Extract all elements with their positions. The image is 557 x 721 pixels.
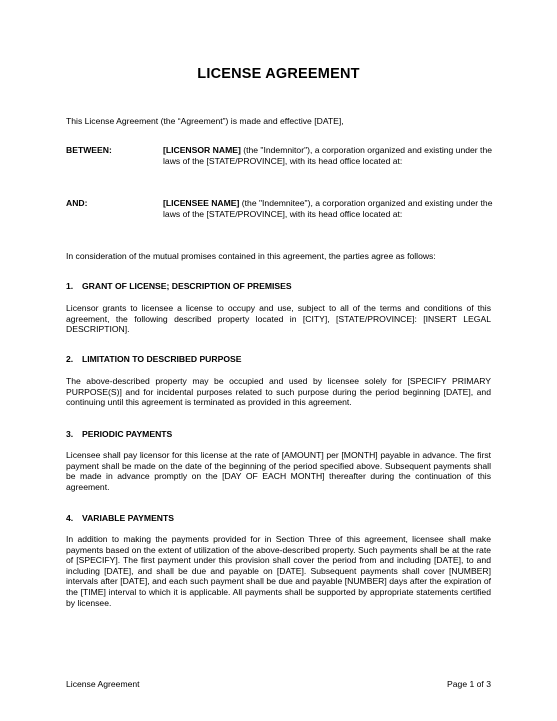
footer-title: License Agreement — [66, 679, 140, 689]
section-title: GRANT OF LICENSE; DESCRIPTION OF PREMISES — [82, 281, 292, 291]
page-number: Page 1 of 3 — [447, 679, 491, 689]
intro-paragraph: This License Agreement (the “Agreement”) is made and effective [DATE], — [66, 116, 344, 126]
section-number: 1. — [66, 281, 74, 291]
section-number: 4. — [66, 513, 74, 523]
section-body: Licensor grants to licensee a license to occupy and use, subject to all of the terms and conditions of this agreement, the following described property located in [CITY], [STATE/PROVINCE]: [INSERT LEGAL DESCRIPTION]. — [66, 303, 491, 335]
section-heading — [66, 429, 172, 440]
licensor-name: [LICENSOR NAME] — [163, 145, 241, 155]
consideration-paragraph: In consideration of the mutual promises contained in this agreement, the parties agree as follows: — [66, 251, 436, 261]
section-body: In addition to making the payments provided for in Section Three of this agreement, licensee shall make payments based on the extent of utilization of the above-described property. Such payments shall be at the rate of [SPECIFY]. The first payment under this provision shall cover the period from and including [DATE], to and including [DATE], and shall be due and payable on [DATE]. Subsequent payments shall cover [NUMBER] intervals after [DATE], and each such payment shall be due and payable [NUMBER] days after the expiration of the [TIME] interval to which it is applicable. All payments shall be supported by appropriate statements certified by licensee. — [66, 534, 491, 608]
section-heading — [66, 513, 174, 524]
licensee-name: [LICENSEE NAME] — [163, 198, 240, 208]
section-heading — [66, 281, 292, 292]
licensor-text: (the "Indemnitor"), a corporation organized and existing under the laws of the [STATE/PROVINCE], with its head office located at: — [163, 145, 492, 166]
section-heading — [66, 354, 241, 365]
section-title: VARIABLE PAYMENTS — [82, 513, 174, 523]
section-number: 2. — [66, 354, 74, 364]
and-label: AND: — [66, 198, 88, 208]
document-title: LICENSE AGREEMENT — [197, 66, 360, 82]
section-title: PERIODIC PAYMENTS — [82, 429, 173, 439]
between-label: BETWEEN: — [66, 145, 112, 155]
section-number: 3. — [66, 429, 74, 439]
licensor-block — [163, 145, 493, 166]
section-title: LIMITATION TO DESCRIBED PURPOSE — [82, 354, 242, 364]
section-body: The above-described property may be occupied and used by licensee solely for [SPECIFY PRIMARY PURPOSE(S)] and for incidental purposes related to such purpose during the period beginning [DATE], and continuing until this agreement is terminated as provided in this agreement. — [66, 376, 491, 408]
section-body: Licensee shall pay licensor for this license at the rate of [AMOUNT] per [MONTH] payable in advance. The first payment shall be made on the date of the beginning of the period specified above. Subsequent payments shall be made in advance promptly on the [DAY OF EACH MONTH] thereafter during the continuation of this agreement. — [66, 450, 491, 492]
licensee-block — [163, 198, 493, 219]
licensee-text: (the "Indemnitee"), a corporation organized and existing under the laws of the [STATE/PROVINCE], with its head office located at: — [163, 198, 493, 219]
